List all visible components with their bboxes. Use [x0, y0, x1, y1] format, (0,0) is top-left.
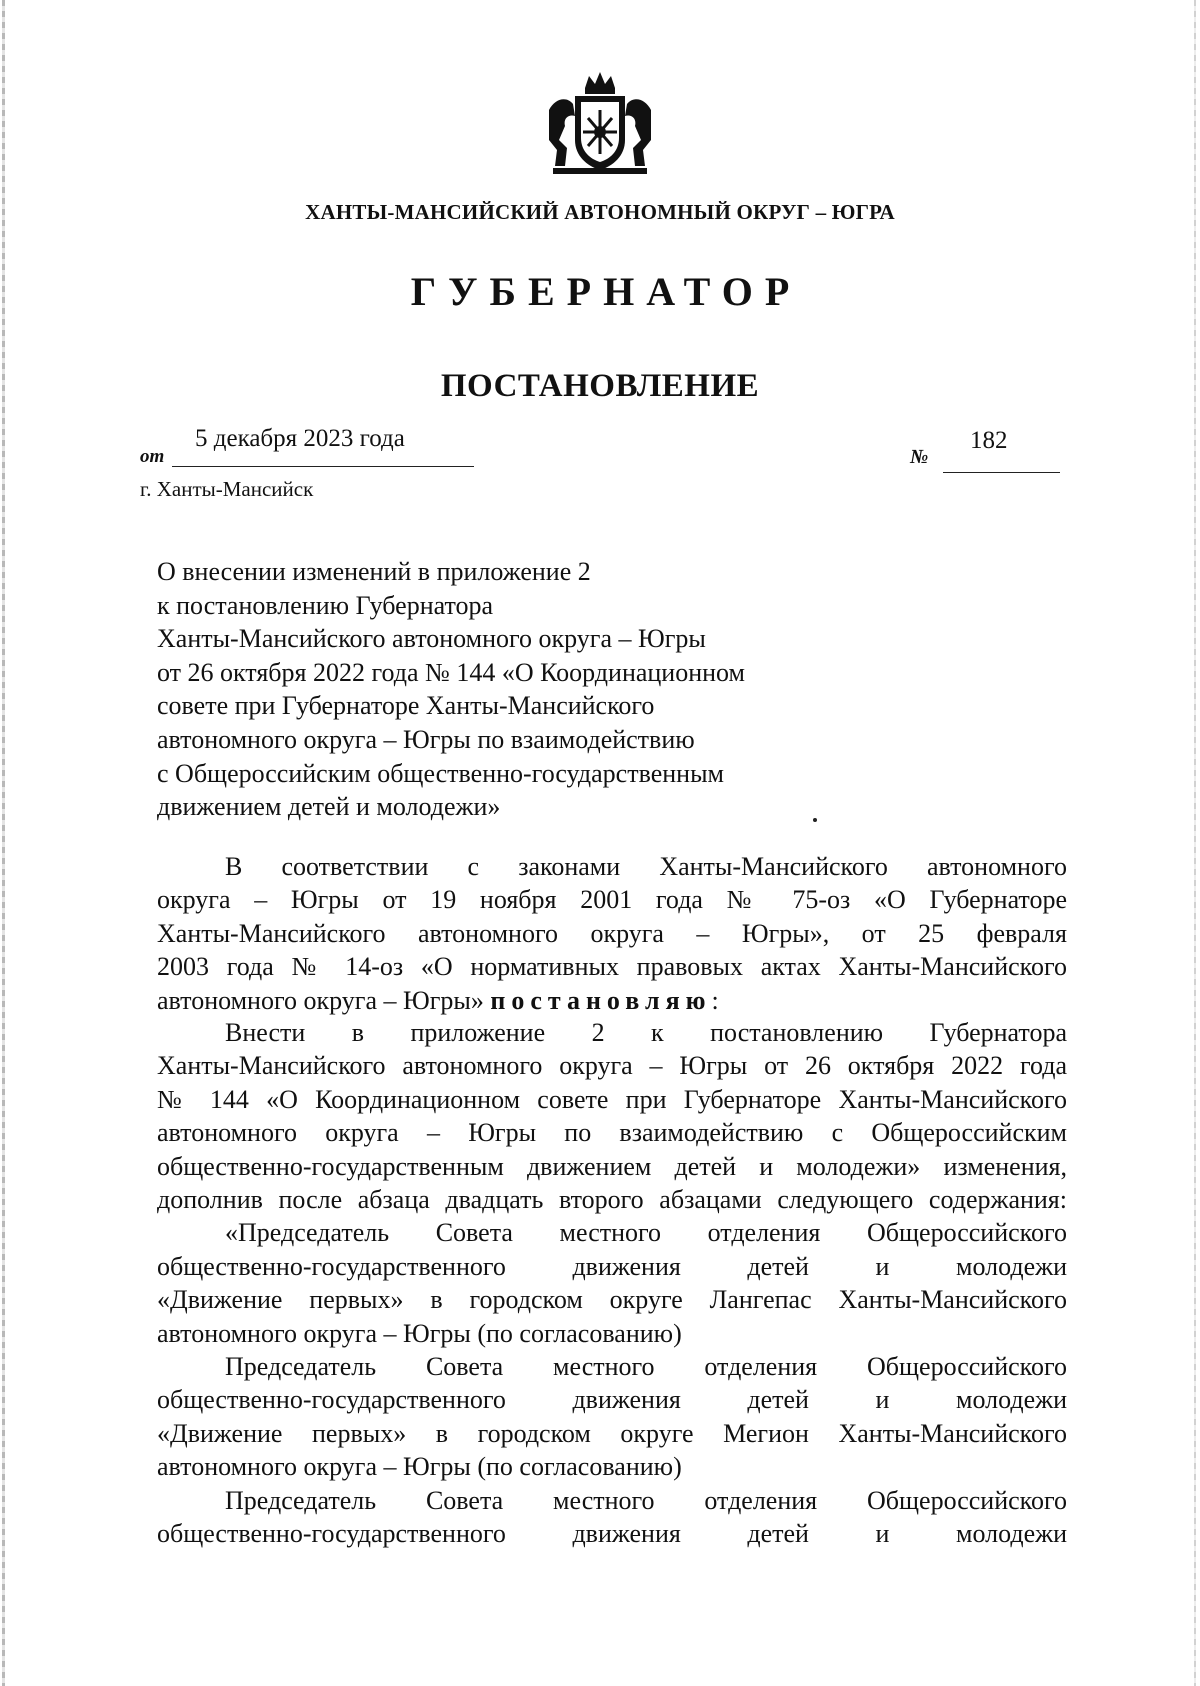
insert-line: «Движение первых» в городском округе Лангепас Ханты-Мансийского: [157, 1285, 1067, 1315]
title-line: движением детей и молодежи»: [157, 792, 501, 822]
number-prefix: №: [910, 446, 929, 468]
document-number: 182: [970, 427, 1008, 454]
title-line: совете при Губернаторе Ханты-Мансийского: [157, 691, 655, 721]
insert-line: Председатель Совета местного отделения Общероссийского: [225, 1485, 1067, 1515]
insert-line: «Движение первых» в городском округе Мегион Ханты-Мансийского: [157, 1418, 1067, 1448]
scan-edge-left: [2, 0, 5, 1686]
insert-line: автономного округа – Югры (по согласованию): [157, 1452, 682, 1482]
insert-line: общественно-государственного движения детей и молодежи: [157, 1385, 1067, 1415]
scan-speck: [813, 818, 817, 822]
document-type-heading: ПОСТАНОВЛЕНИЕ: [440, 368, 760, 404]
title-line: автономного округа – Югры по взаимодействию: [157, 724, 695, 754]
coat-of-arms-emblem-icon: [545, 70, 655, 178]
issue-city: г. Ханты-Мансийск: [140, 477, 314, 501]
insert-line: автономного округа – Югры (по согласованию): [157, 1318, 682, 1348]
preamble-line: Ханты-Мансийского автономного округа – Югры», от 25 февраля: [157, 918, 1067, 948]
date-underline: [172, 466, 474, 467]
number-underline: [943, 472, 1060, 473]
scan-edge-right: [1194, 0, 1196, 1686]
amendment-line: Ханты-Мансийского автономного округа – Югры от 26 октября 2022 года: [157, 1051, 1067, 1081]
amendment-line: № 144 «О Координационном совете при Губернаторе Ханты-Мансийского: [157, 1084, 1067, 1114]
preamble-line: 2003 года № 14-оз «О нормативных правовых актах Ханты-Мансийского: [157, 952, 1067, 982]
document-title: [157, 555, 745, 824]
preamble-paragraph: [157, 850, 1067, 1017]
insert-line: общественно-государственного движения детей и молодежи: [157, 1251, 1067, 1281]
title-line: к постановлению Губернатора: [157, 590, 494, 620]
preamble-line: В соответствии с законами Ханты-Мансийского автономного: [225, 852, 1067, 881]
title-line: от 26 октября 2022 года № 144 «О Координационном: [157, 657, 746, 687]
amendment-line: дополнив после абзаца двадцать второго абзацами следующего содержания:: [157, 1185, 1067, 1215]
amendment-line: автономного округа – Югры по взаимодействию с Общероссийским: [157, 1118, 1067, 1148]
insert-line: общественно-государственного движения детей и молодежи: [157, 1519, 1067, 1549]
authority-heading: ГУБЕРНАТОР: [410, 269, 802, 314]
insert-line: Председатель Совета местного отделения Общероссийского: [225, 1352, 1067, 1382]
preamble-line: округа – Югры от 19 ноября 2001 года № 75-оз «О Губернаторе: [157, 885, 1067, 915]
amendment-line: Внести в приложение 2 к постановлению Губернатора: [225, 1018, 1067, 1047]
title-line: с Общероссийским общественно-государственным: [157, 758, 724, 788]
date-prefix: от: [140, 446, 165, 467]
insert-line: «Председатель Совета местного отделения Общероссийского: [225, 1218, 1067, 1248]
document-date: 5 декабря 2023 года: [195, 425, 405, 452]
amendment-paragraph: [157, 1016, 1067, 1551]
preamble-last-line: [157, 984, 1067, 1017]
title-line: О внесении изменений в приложение 2: [157, 557, 591, 586]
region-heading: ХАНТЫ-МАНСИЙСКИЙ АВТОНОМНЫЙ ОКРУГ – ЮГРА: [305, 200, 895, 224]
decree-word: постановляю: [490, 985, 712, 1015]
preamble-last-line-text: автономного округа – Югры»: [157, 985, 491, 1015]
preamble-colon: :: [711, 985, 719, 1015]
title-line: Ханты-Мансийского автономного округа – Югры: [157, 624, 706, 654]
amendment-line: общественно-государственным движением детей и молодежи» изменения,: [157, 1151, 1067, 1181]
